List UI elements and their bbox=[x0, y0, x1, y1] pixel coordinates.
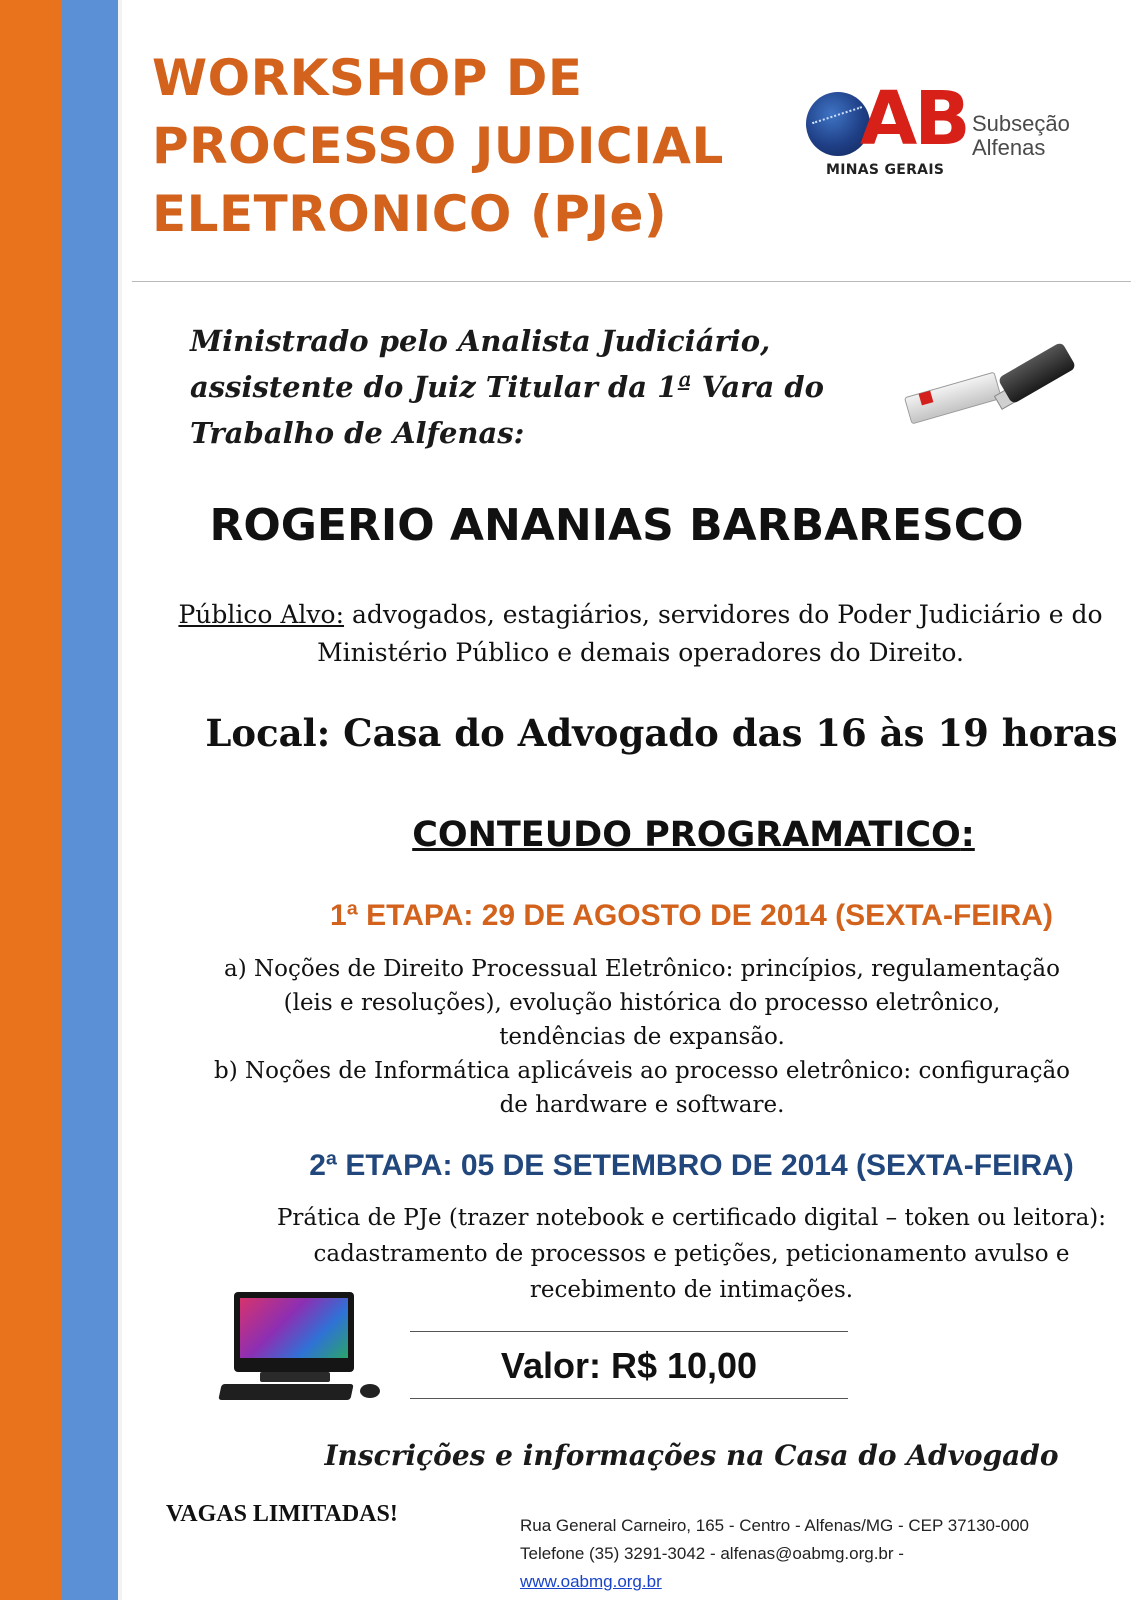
usb-body bbox=[904, 372, 1002, 425]
page-title bbox=[152, 44, 724, 248]
instructor-intro bbox=[190, 318, 870, 456]
list-item bbox=[162, 1054, 1122, 1122]
stage-2-heading: 2ª ETAPA: 05 DE SETEMBRO DE 2014 (SEXTA-FEIRA) bbox=[309, 1149, 1074, 1182]
desktop-computer-image bbox=[220, 1292, 390, 1408]
audience-text: advogados, estagiários, servidores do Poder Judiciário e do Ministério Público e demais operadores do Direito. bbox=[317, 600, 1103, 667]
footer-address: Rua General Carneiro, 165 - Centro - Alfenas/MG - CEP 37130-000 bbox=[520, 1516, 1030, 1535]
left-blue-stripe bbox=[62, 0, 118, 1600]
footer-contact bbox=[520, 1540, 1120, 1596]
program-heading bbox=[132, 812, 1131, 858]
title-line-3: ELETRONICO (PJe) bbox=[152, 185, 668, 243]
registration-info: Inscrições e informações na Casa do Advogado bbox=[324, 1439, 1059, 1472]
title-line-1: WORKSHOP DE bbox=[152, 49, 583, 107]
usb-token-image bbox=[906, 348, 1086, 438]
logo-state: MINAS GERAIS bbox=[826, 162, 945, 178]
contact-footer bbox=[520, 1512, 1120, 1596]
computer-screen bbox=[234, 1292, 354, 1372]
stage-1-heading: 1ª ETAPA: 29 DE AGOSTO DE 2014 (SEXTA-FEIRA) bbox=[330, 899, 1053, 932]
keyboard-icon bbox=[218, 1384, 353, 1400]
stage-2-line-1: Prática de PJe (trazer notebook e certificado digital – token ou leitora): bbox=[276, 1205, 1107, 1231]
computer-display bbox=[240, 1298, 348, 1358]
price-divider-bottom bbox=[410, 1398, 848, 1399]
intro-line-1: Ministrado pelo Analista Judiciário, bbox=[190, 324, 771, 358]
event-location: Local: Casa do Advogado das 16 às 19 horas bbox=[205, 711, 1118, 755]
topic-a-line-1: a) Noções de Direito Processual Eletrônico: princípios, regulamentação bbox=[224, 956, 1060, 982]
topic-a-line-2: (leis e resoluções), evolução histórica do processo eletrônico, bbox=[283, 990, 1001, 1016]
footer-phone-email: Telefone (35) 3291-3042 - alfenas@oabmg.org.br - bbox=[520, 1544, 904, 1563]
stage-1-topics bbox=[162, 952, 1122, 1122]
topic-a-line-3: tendências de expansão. bbox=[499, 1024, 785, 1050]
oab-logo bbox=[806, 76, 1116, 184]
left-orange-stripe bbox=[0, 0, 62, 1600]
stage-2-line-3: recebimento de intimações. bbox=[529, 1277, 854, 1303]
logo-sub-line-1: Subseção bbox=[972, 111, 1070, 136]
stage-2-line-2: cadastramento de processos e petições, peticionamento avulso e bbox=[313, 1241, 1070, 1267]
usb-cap bbox=[997, 342, 1076, 405]
left-white-stripe bbox=[118, 0, 122, 1600]
computer-stand bbox=[260, 1372, 330, 1382]
mouse-icon bbox=[360, 1384, 380, 1398]
logo-subsection bbox=[972, 112, 1070, 160]
program-heading-colon: : bbox=[960, 815, 975, 855]
limited-seats: VAGAS LIMITADAS! bbox=[166, 1501, 398, 1527]
title-line-2: PROCESSO JUDICIAL bbox=[152, 117, 724, 175]
intro-line-2: assistente do Juiz Titular da 1ª Vara do bbox=[190, 370, 824, 404]
price: Valor: R$ 10,00 bbox=[500, 1345, 758, 1386]
website-link[interactable]: www.oabmg.org.br bbox=[520, 1572, 662, 1591]
target-audience bbox=[132, 596, 1131, 672]
topic-b-line-1: b) Noções de Informática aplicáveis ao processo eletrônico: configuração bbox=[213, 1058, 1071, 1084]
price-divider-top bbox=[410, 1331, 848, 1332]
header-divider bbox=[132, 281, 1131, 282]
logo-mark: AB bbox=[860, 76, 968, 162]
logo-sub-line-2: Alfenas bbox=[972, 135, 1046, 160]
topic-b-line-2: de hardware e software. bbox=[499, 1092, 785, 1118]
intro-line-3: Trabalho de Alfenas: bbox=[190, 416, 525, 450]
audience-label: Público Alvo: bbox=[178, 600, 345, 629]
speaker-name: ROGERIO ANANIAS BARBARESCO bbox=[209, 500, 1024, 551]
list-item bbox=[162, 952, 1122, 1054]
program-heading-text: CONTEUDO PROGRAMATICO bbox=[412, 815, 961, 855]
